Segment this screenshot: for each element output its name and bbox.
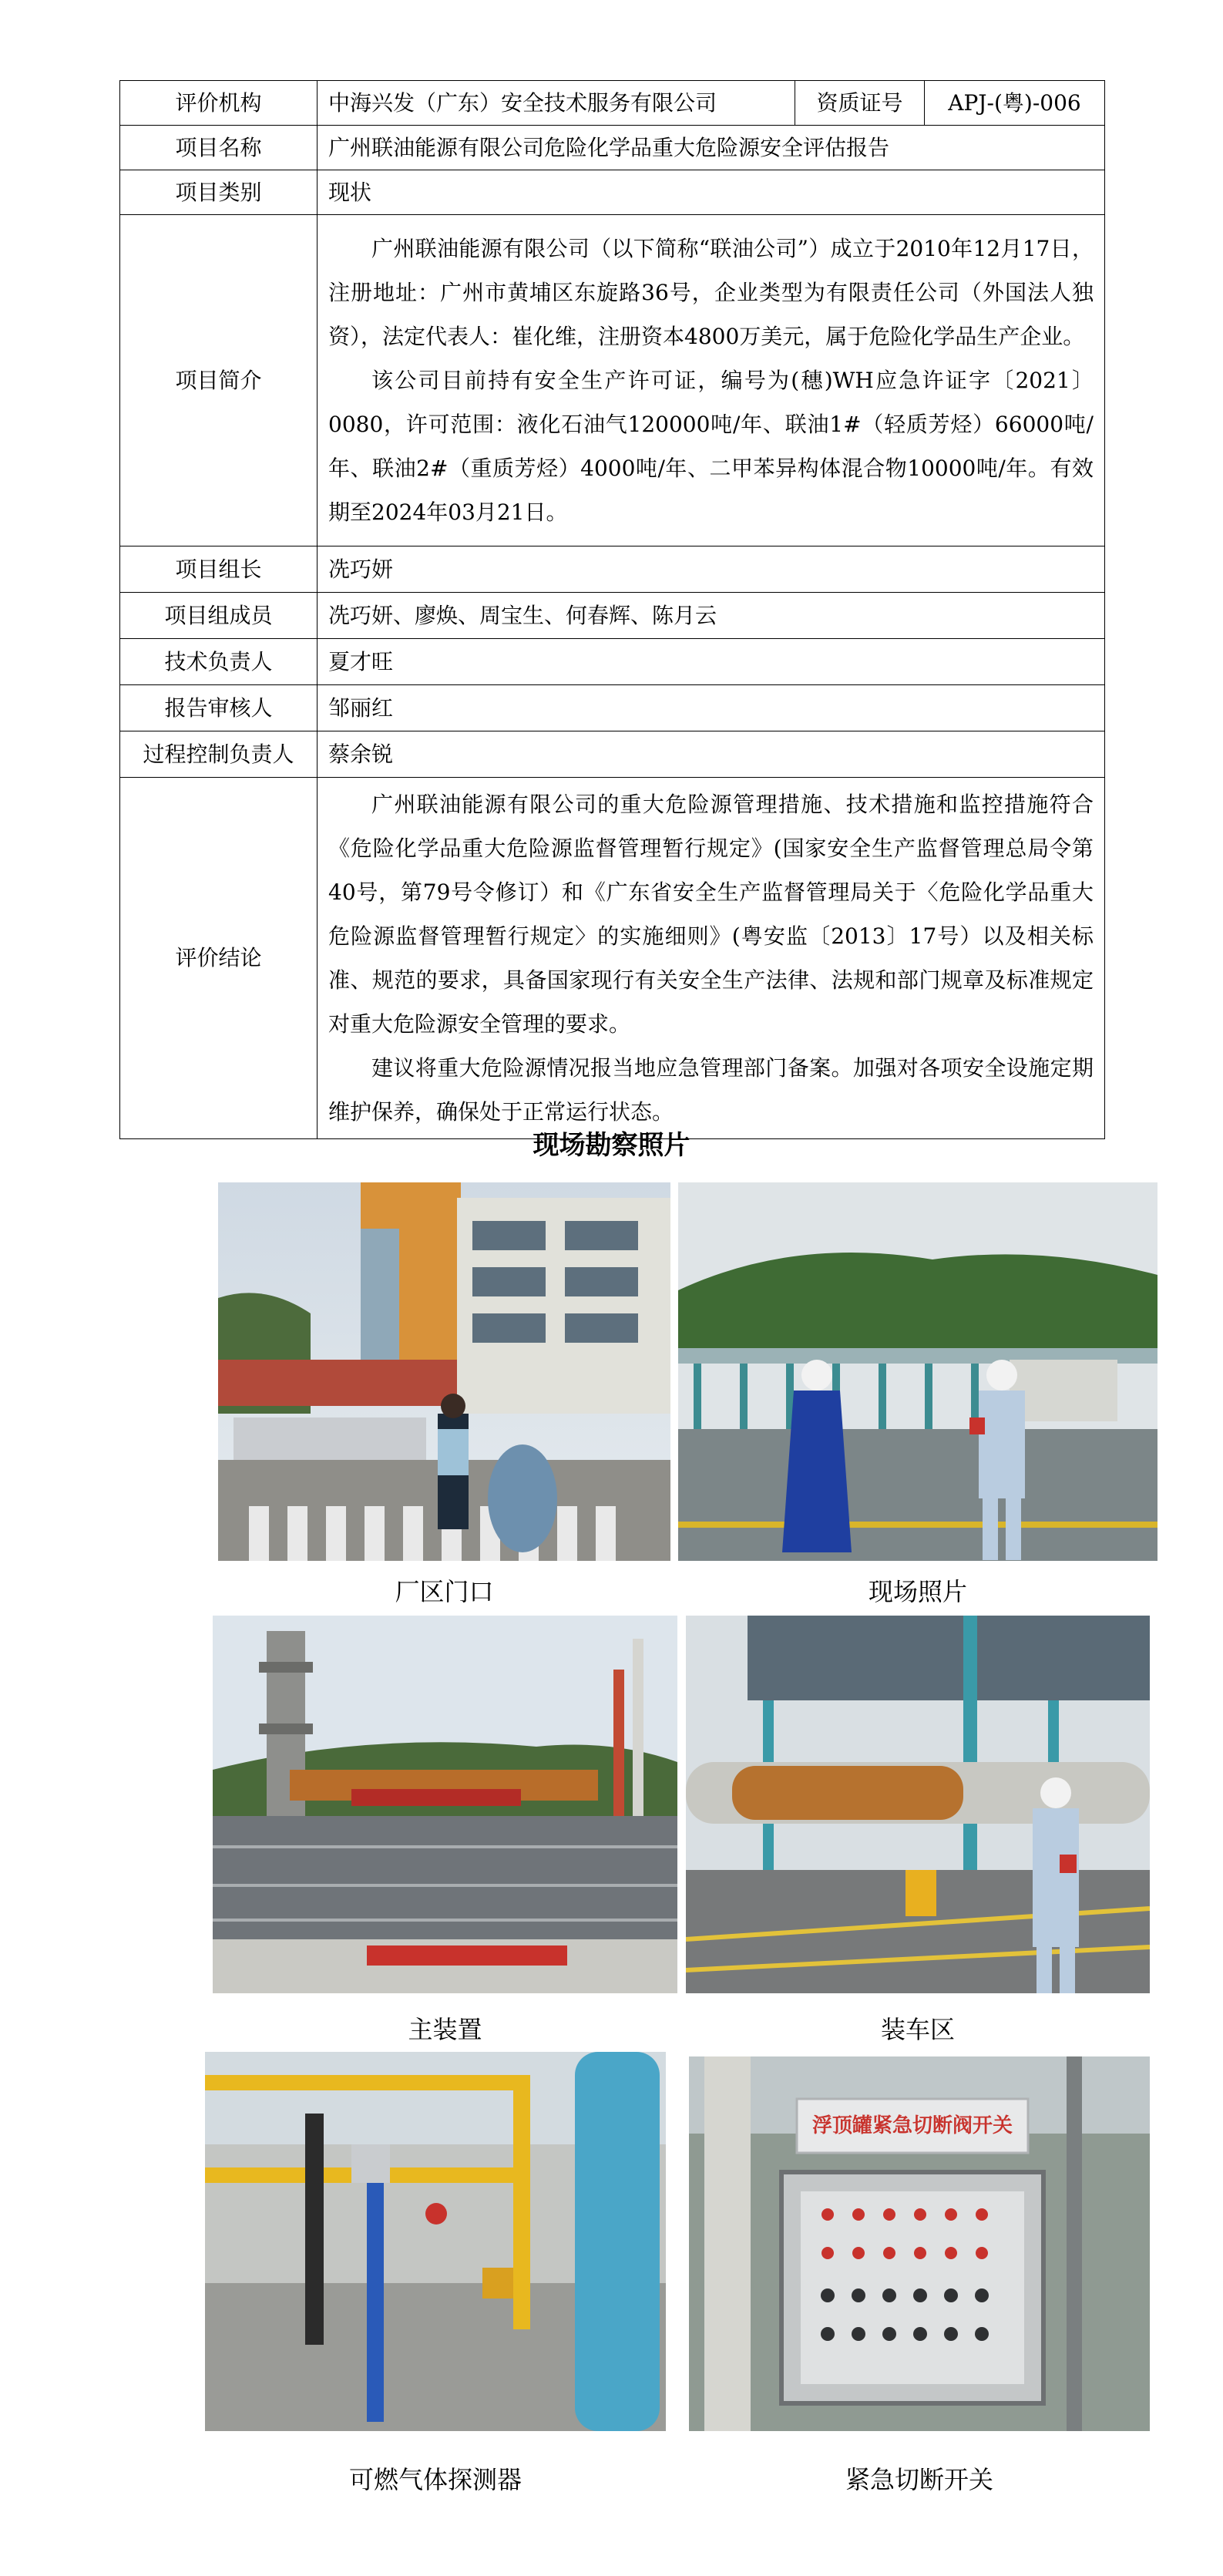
org-label: 评价机构 <box>120 81 318 126</box>
tech-value: 夏才旺 <box>318 639 1105 685</box>
org-value: 中海兴发（广东）安全技术服务有限公司 <box>318 81 795 126</box>
process-value: 蔡余锐 <box>318 731 1105 778</box>
members-value: 冼巧妍、廖焕、周宝生、何春辉、陈月云 <box>318 593 1105 639</box>
conclusion-label: 评价结论 <box>120 778 318 1139</box>
intro-paragraph-1: 广州联油能源有限公司（以下简称“联油公司”）成立于2010年12月17日，注册地址：广州市黄埔区东旋路36号，企业类型为有限责任公司（外国法人独资），法定代表人：崔化维，注册资本4800万美元，属于危险化学品生产企业。 <box>328 236 1094 349</box>
name-value: 广州联油能源有限公司危险化学品重大危险源安全评估报告 <box>318 126 1105 170</box>
photo-caption-3: 主装置 <box>408 2015 482 2044</box>
tech-label: 技术负责人 <box>120 639 318 685</box>
leader-label: 项目组长 <box>120 546 318 593</box>
site-photo <box>678 1182 1157 1561</box>
type-label: 项目类别 <box>120 170 318 215</box>
conclusion-paragraph-1: 广州联油能源有限公司的重大危险源管理措施、技术措施和监控措施符合《危险化学品重大危险源监督管理暂行规定》(国家安全生产监督管理总局令第40号，第79号令修订）和《广东省安全生产监督管理局关于〈危险化学品重大危险源监督管理暂行规定〉的实施细则》(粤安监〔2013〕17号）以及相关标准、规范的要求，具备国家现行有关安全生产法律、法规和部门规章及标准规定对重大危险源安全管理的要求。 <box>328 792 1094 1037</box>
project-info-table <box>119 80 1105 1139</box>
main-unit-photo <box>213 1616 677 1993</box>
photo-caption-1: 厂区门口 <box>395 1577 494 1606</box>
name-label: 项目名称 <box>120 126 318 170</box>
photo-caption-5: 可燃气体探测器 <box>348 2465 522 2494</box>
loading-area-photo <box>686 1616 1150 1993</box>
photos-title: 现场勘察照片 <box>533 1130 690 1161</box>
gas-detector-photo <box>205 2052 666 2431</box>
type-value: 现状 <box>318 170 1105 215</box>
process-label: 过程控制负责人 <box>120 731 318 778</box>
intro-label: 项目简介 <box>120 215 318 546</box>
emergency-shutoff-photo <box>689 2056 1150 2431</box>
conclusion-paragraph-2: 建议将重大危险源情况报当地应急管理部门备案。加强对各项安全设施定期维护保养，确保处于正常运行状态。 <box>328 1055 1094 1125</box>
shutoff-sign: 浮顶罐紧急切断阀开关 <box>811 2114 1013 2137</box>
review-value: 邹丽红 <box>318 685 1105 731</box>
review-label: 报告审核人 <box>120 685 318 731</box>
leader-value: 冼巧妍 <box>318 546 1105 593</box>
photo-caption-4: 装车区 <box>880 2015 955 2044</box>
intro-paragraph-2: 该公司目前持有安全生产许可证，编号为(穗)WH应急许证字〔2021〕0080，许可范围：液化石油气120000吨/年、联油1#（轻质芳烃）66000吨/年、联油2#（重质芳烃）4000吨/年、二甲苯异构体混合物10000吨/年。有效期至2024年03月21日。 <box>328 368 1094 525</box>
photo-caption-2: 现场照片 <box>868 1577 967 1606</box>
cert-value: APJ-(粤)-006 <box>925 81 1105 126</box>
conclusion-value <box>318 778 1105 1139</box>
factory-gate-photo <box>218 1182 670 1561</box>
intro-value <box>318 215 1105 546</box>
photo-caption-6: 紧急切断开关 <box>845 2465 993 2494</box>
members-label: 项目组成员 <box>120 593 318 639</box>
cert-label: 资质证号 <box>795 81 925 126</box>
